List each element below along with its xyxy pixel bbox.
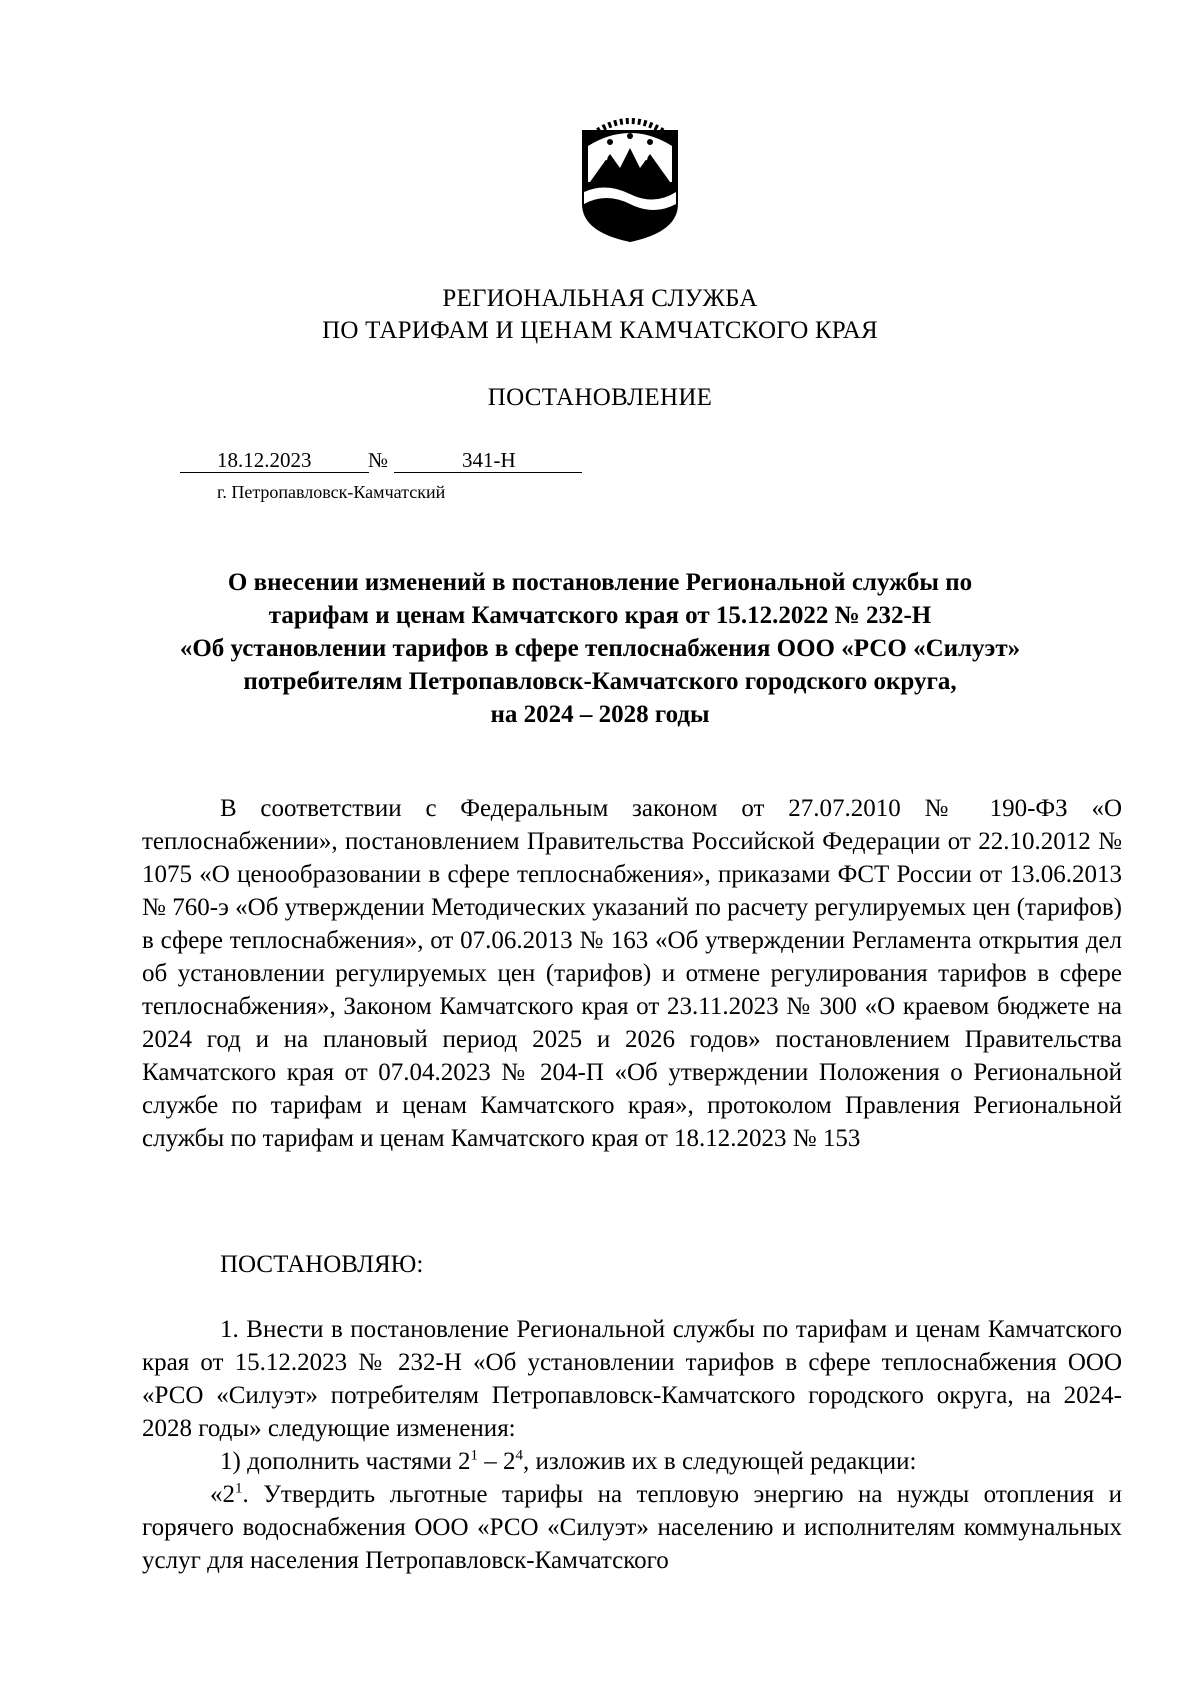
date-underline [180,472,369,473]
document-date: 18.12.2023 [217,448,312,472]
title-line-1: О внесении изменений в постановление Региональной службы по [227,569,973,596]
title-line-3: «Об установлении тарифов в сфере теплоснабжения ООО «РСО «Силуэт» [179,635,1021,662]
item-1-paragraph: 1. Внести в постановление Региональной службы по тарифам и ценам Камчатского края от 15.12.2023 № 232-Н «Об установлении тарифов в сфере теплоснабжения ООО «РСО «Силуэт» потребителям Петропавловск-Камчатского городского округа, на 2024-2028 годы» следующие изменения: [142,1316,1122,1442]
superscript: 1 [235,1480,243,1497]
agency-name [0,283,1200,347]
subitem-1-paragraph [142,1445,1122,1478]
superscript: 1 [470,1447,478,1464]
clause-prefix: «2 [210,1481,235,1508]
resolve-heading: ПОСТАНОВЛЯЮ: [220,1251,424,1278]
title-line-4: потребителям Петропавловск-Камчатского городского округа, [243,668,957,695]
clause-text: . Утвердить льготные тарифы на тепловую энергию на нужды отопления и горячего водоснабжения ООО «РСО «Силуэт» населению и исполнителям коммунальных услуг для населения Петропавловск-Камчатского [142,1481,1122,1574]
title-line-2: тарифам и ценам Камчатского края от 15.12.2022 № 232-Н [268,602,932,629]
subitem-1-prefix: 1) дополнить частями 2 [220,1448,471,1475]
clause-2-1-paragraph [142,1478,1122,1577]
number-sign: № [368,448,389,472]
document-number: 341-Н [462,448,516,472]
superscript: 4 [515,1447,523,1464]
city-name: г. Петропавловск-Камчатский [217,482,446,502]
number-underline [394,472,582,473]
subitem-1-suffix: , изложив их в следующей редакции: [522,1448,917,1475]
coat-of-arms-icon [576,112,684,244]
preamble-paragraph: В соответствии с Федеральным законом от 27.07.2010 № 190-ФЗ «О теплоснабжении», постановлением Правительства Российской Федерации от 22.10.2012 № 1075 «О ценообразовании в сфере теплоснабжения», приказами ФСТ России от 13.06.2013 № 760-э «Об утверждении Методических указаний по расчету регулируемых цен (тарифов) в сфере теплоснабжения», от 07.06.2013 № 163 «Об утверждении Регламента открытия дел об установлении регулируемых цен (тарифов) и отмене регулирования тарифов в сфере теплоснабжения», Законом Камчатского края от 23.11.2023 № 300 «О краевом бюджете на 2024 год и на плановый период 2025 и 2026 годов» постановлением Правительства Камчатского края от 07.04.2023 № 204-П «Об утверждении Положения о Региональной службе по тарифам и ценам Камчатского края», протоколом Правления Региональной службы по тарифам и ценам Камчатского края от 18.12.2023 № 153 [142,795,1122,1152]
document-type: ПОСТАНОВЛЕНИЕ [487,384,713,411]
document-title [0,566,1200,731]
subitem-1-dash: – 2 [477,1448,516,1475]
agency-line-1: РЕГИОНАЛЬНАЯ СЛУЖБА [442,285,758,312]
title-line-5: на 2024 – 2028 годы [490,701,710,728]
agency-line-2: ПО ТАРИФАМ И ЦЕНАМ КАМЧАТСКОГО КРАЯ [322,317,878,344]
